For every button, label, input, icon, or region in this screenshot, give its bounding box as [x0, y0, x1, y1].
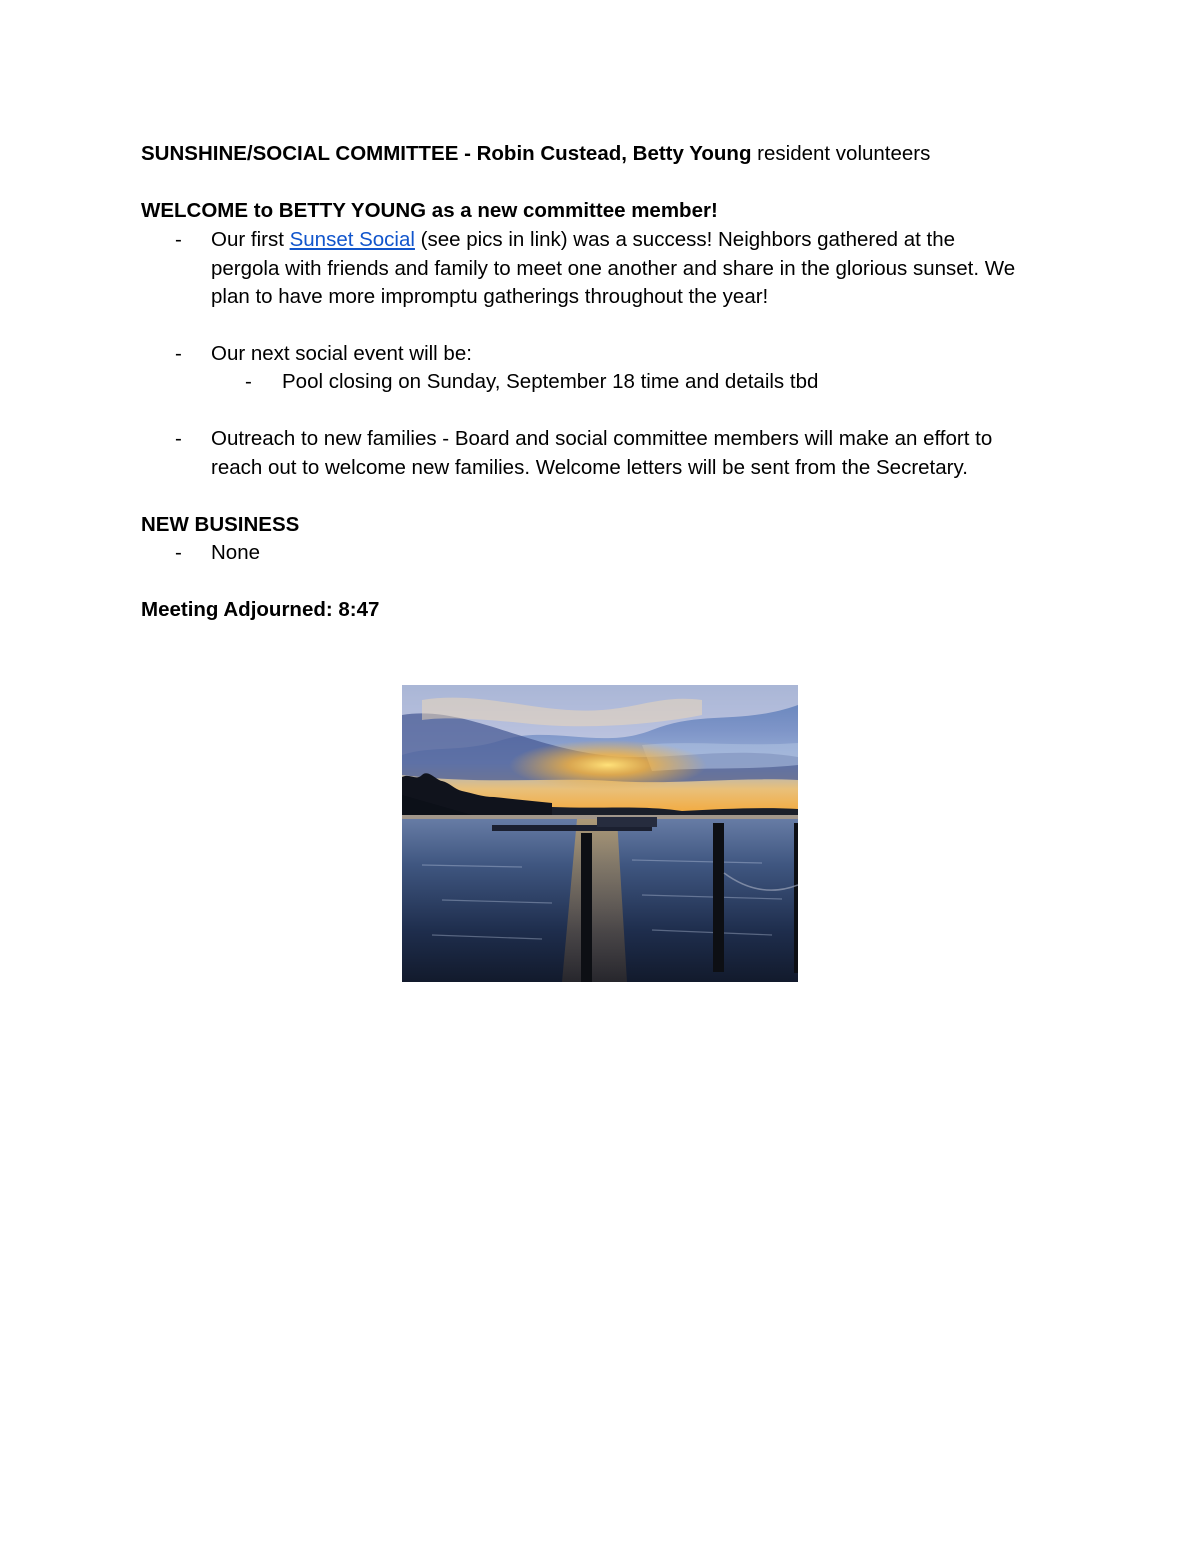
item2-text: Our next social event will be: [211, 342, 472, 365]
committee-heading [141, 140, 930, 169]
meeting-adjourned: Meeting Adjourned: 8:47 [141, 598, 380, 621]
item1-before: Our first [211, 228, 290, 251]
welcome-heading: WELCOME to BETTY YOUNG as a new committee member! [141, 199, 718, 222]
item3-line1: Outreach to new families - Board and social committee members will make an effort to [211, 427, 993, 450]
new-business-heading: NEW BUSINESS [141, 513, 300, 536]
item1-after: (see pics in link) was a success! Neighbors gathered at the [414, 228, 956, 251]
sunset-social-link[interactable]: Sunset Social [289, 228, 415, 251]
bullet-dash: - [175, 228, 182, 251]
sub-item-text: Pool closing on Sunday, September 18 time and details tbd [282, 370, 819, 393]
bullet-dash: - [175, 541, 182, 564]
sunset-photo [402, 685, 798, 982]
bullet-dash: - [175, 342, 182, 365]
item3-line2: reach out to welcome new families. Welcome letters will be sent from the Secretary. [211, 455, 968, 479]
bullet-dash: - [175, 427, 182, 450]
committee-heading-rest: resident volunteers [751, 142, 931, 165]
committee-heading-bold: SUNSHINE/SOCIAL COMMITTEE - Robin Custead, Betty Young [141, 142, 752, 165]
list-item-text [211, 226, 1081, 312]
item1-line3: plan to have more impromptu gatherings throughout the year! [211, 285, 769, 308]
list-item-text [211, 425, 1081, 482]
item1-line2: pergola with friends and family to meet one another and share in the glorious sunset. We [211, 256, 1016, 280]
new-business-item: None [211, 541, 261, 564]
bullet-dash: - [245, 370, 252, 393]
